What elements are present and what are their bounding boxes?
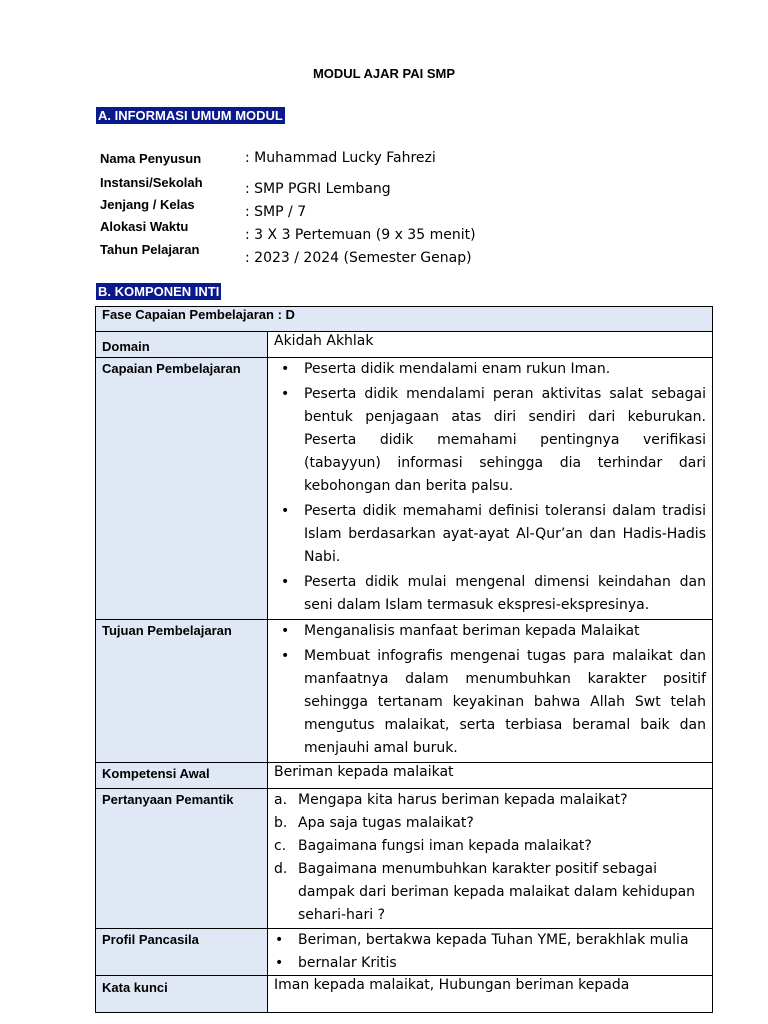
info-label-nama: Nama Penyusun [100,151,202,166]
table-row [96,307,713,332]
list-item: • Peserta didik memahami definisi toleransi dalam tradisi Islam berdasarkan ayat-ayat Al-Qur’an dan Hadis-Hadis Nabi. [274,500,706,569]
list-item: • Peserta didik mendalami peran aktivitas salat sebagai bentuk penjagaan atas diri sendiri dari keburukan. Peserta didik memahami pentingnya verifikasi (tabayyun) informasi sehingga dia terhindar dari kebohongan dan berita palsu. [274,383,706,498]
table-row [96,976,713,1013]
fase-cell: Fase Capaian Pembelajaran : D [96,307,713,332]
info-value-tahun: : 2023 / 2024 (Semester Genap) [245,250,472,266]
profil-label: Profil Pancasila [96,929,268,976]
list-item: • Peserta didik mendalami enam rukun Iman. [274,358,706,381]
capaian-list [274,358,712,617]
domain-value: Akidah Akhlak [268,332,713,358]
list-item: • Menganalisis manfaat beriman kepada Malaikat [274,620,706,643]
list-item: d. Bagaimana menumbuhkan karakter positif sebagai dampak dari beriman kepada malaikat dalam kehidupan sehari-hari ? [274,861,696,923]
kata-kunci-label: Kata kunci [96,976,268,1013]
table-row [96,620,713,763]
profil-list [274,929,712,975]
domain-label: Domain [96,332,268,358]
list-item: • Beriman, bertakwa kepada Tuhan YME, berakhlak mulia [274,929,712,952]
table-row [96,332,713,358]
table-row [96,789,713,929]
kata-kunci-value: Iman kepada malaikat, Hubungan beriman kepada [268,976,713,1013]
section-a-heading: A. INFORMASI UMUM MODUL [98,108,283,123]
pertanyaan-value [268,789,713,929]
profil-value [268,929,713,976]
capaian-label: Capaian Pembelajaran [96,358,268,620]
table-row [96,929,713,976]
capaian-value [268,358,713,620]
table-row [96,358,713,620]
info-label-jenjang: Jenjang / Kelas [100,197,195,212]
tujuan-value [268,620,713,763]
section-b-heading: B. KOMPONEN INTI [98,284,220,299]
kompetensi-label: Kompetensi Awal [96,763,268,789]
list-item: • Peserta didik mulai mengenal dimensi keindahan dan seni dalam Islam termasuk ekspresi-ekspresinya. [274,571,706,617]
info-label-tahun: Tahun Pelajaran [100,242,200,257]
list-item: c. Bagaimana fungsi iman kepada malaikat? [274,838,592,854]
pertanyaan-list [274,789,712,927]
table-row [96,763,713,789]
component-table [95,306,713,1013]
info-value-alokasi: : 3 X 3 Pertemuan (9 x 35 menit) [245,227,476,243]
info-label-alokasi: Alokasi Waktu [100,219,189,234]
list-item: b. Apa saja tugas malaikat? [274,815,474,831]
info-value-nama: : Muhammad Lucky Fahrezi [245,150,436,166]
list-item: • Membuat infografis mengenai tugas para malaikat dan manfaatnya dalam menumbuhkan karakter positif sehingga tertanam keyakinan bahwa Allah Swt telah mengutus malaikat, serta terbiasa beramal baik dan menjauhi amal buruk. [274,645,706,760]
pertanyaan-label: Pertanyaan Pemantik [96,789,268,929]
list-item: a. Mengapa kita harus beriman kepada malaikat? [274,792,628,808]
list-item: • bernalar Kritis [274,952,712,975]
info-value-jenjang: : SMP / 7 [245,204,307,220]
tujuan-list [274,620,712,760]
info-value-instansi: : SMP PGRI Lembang [245,181,391,197]
info-label-instansi: Instansi/Sekolah [100,175,203,190]
tujuan-label: Tujuan Pembelajaran [96,620,268,763]
kompetensi-value: Beriman kepada malaikat [268,763,713,789]
document-title: MODUL AJAR PAI SMP [312,66,456,81]
